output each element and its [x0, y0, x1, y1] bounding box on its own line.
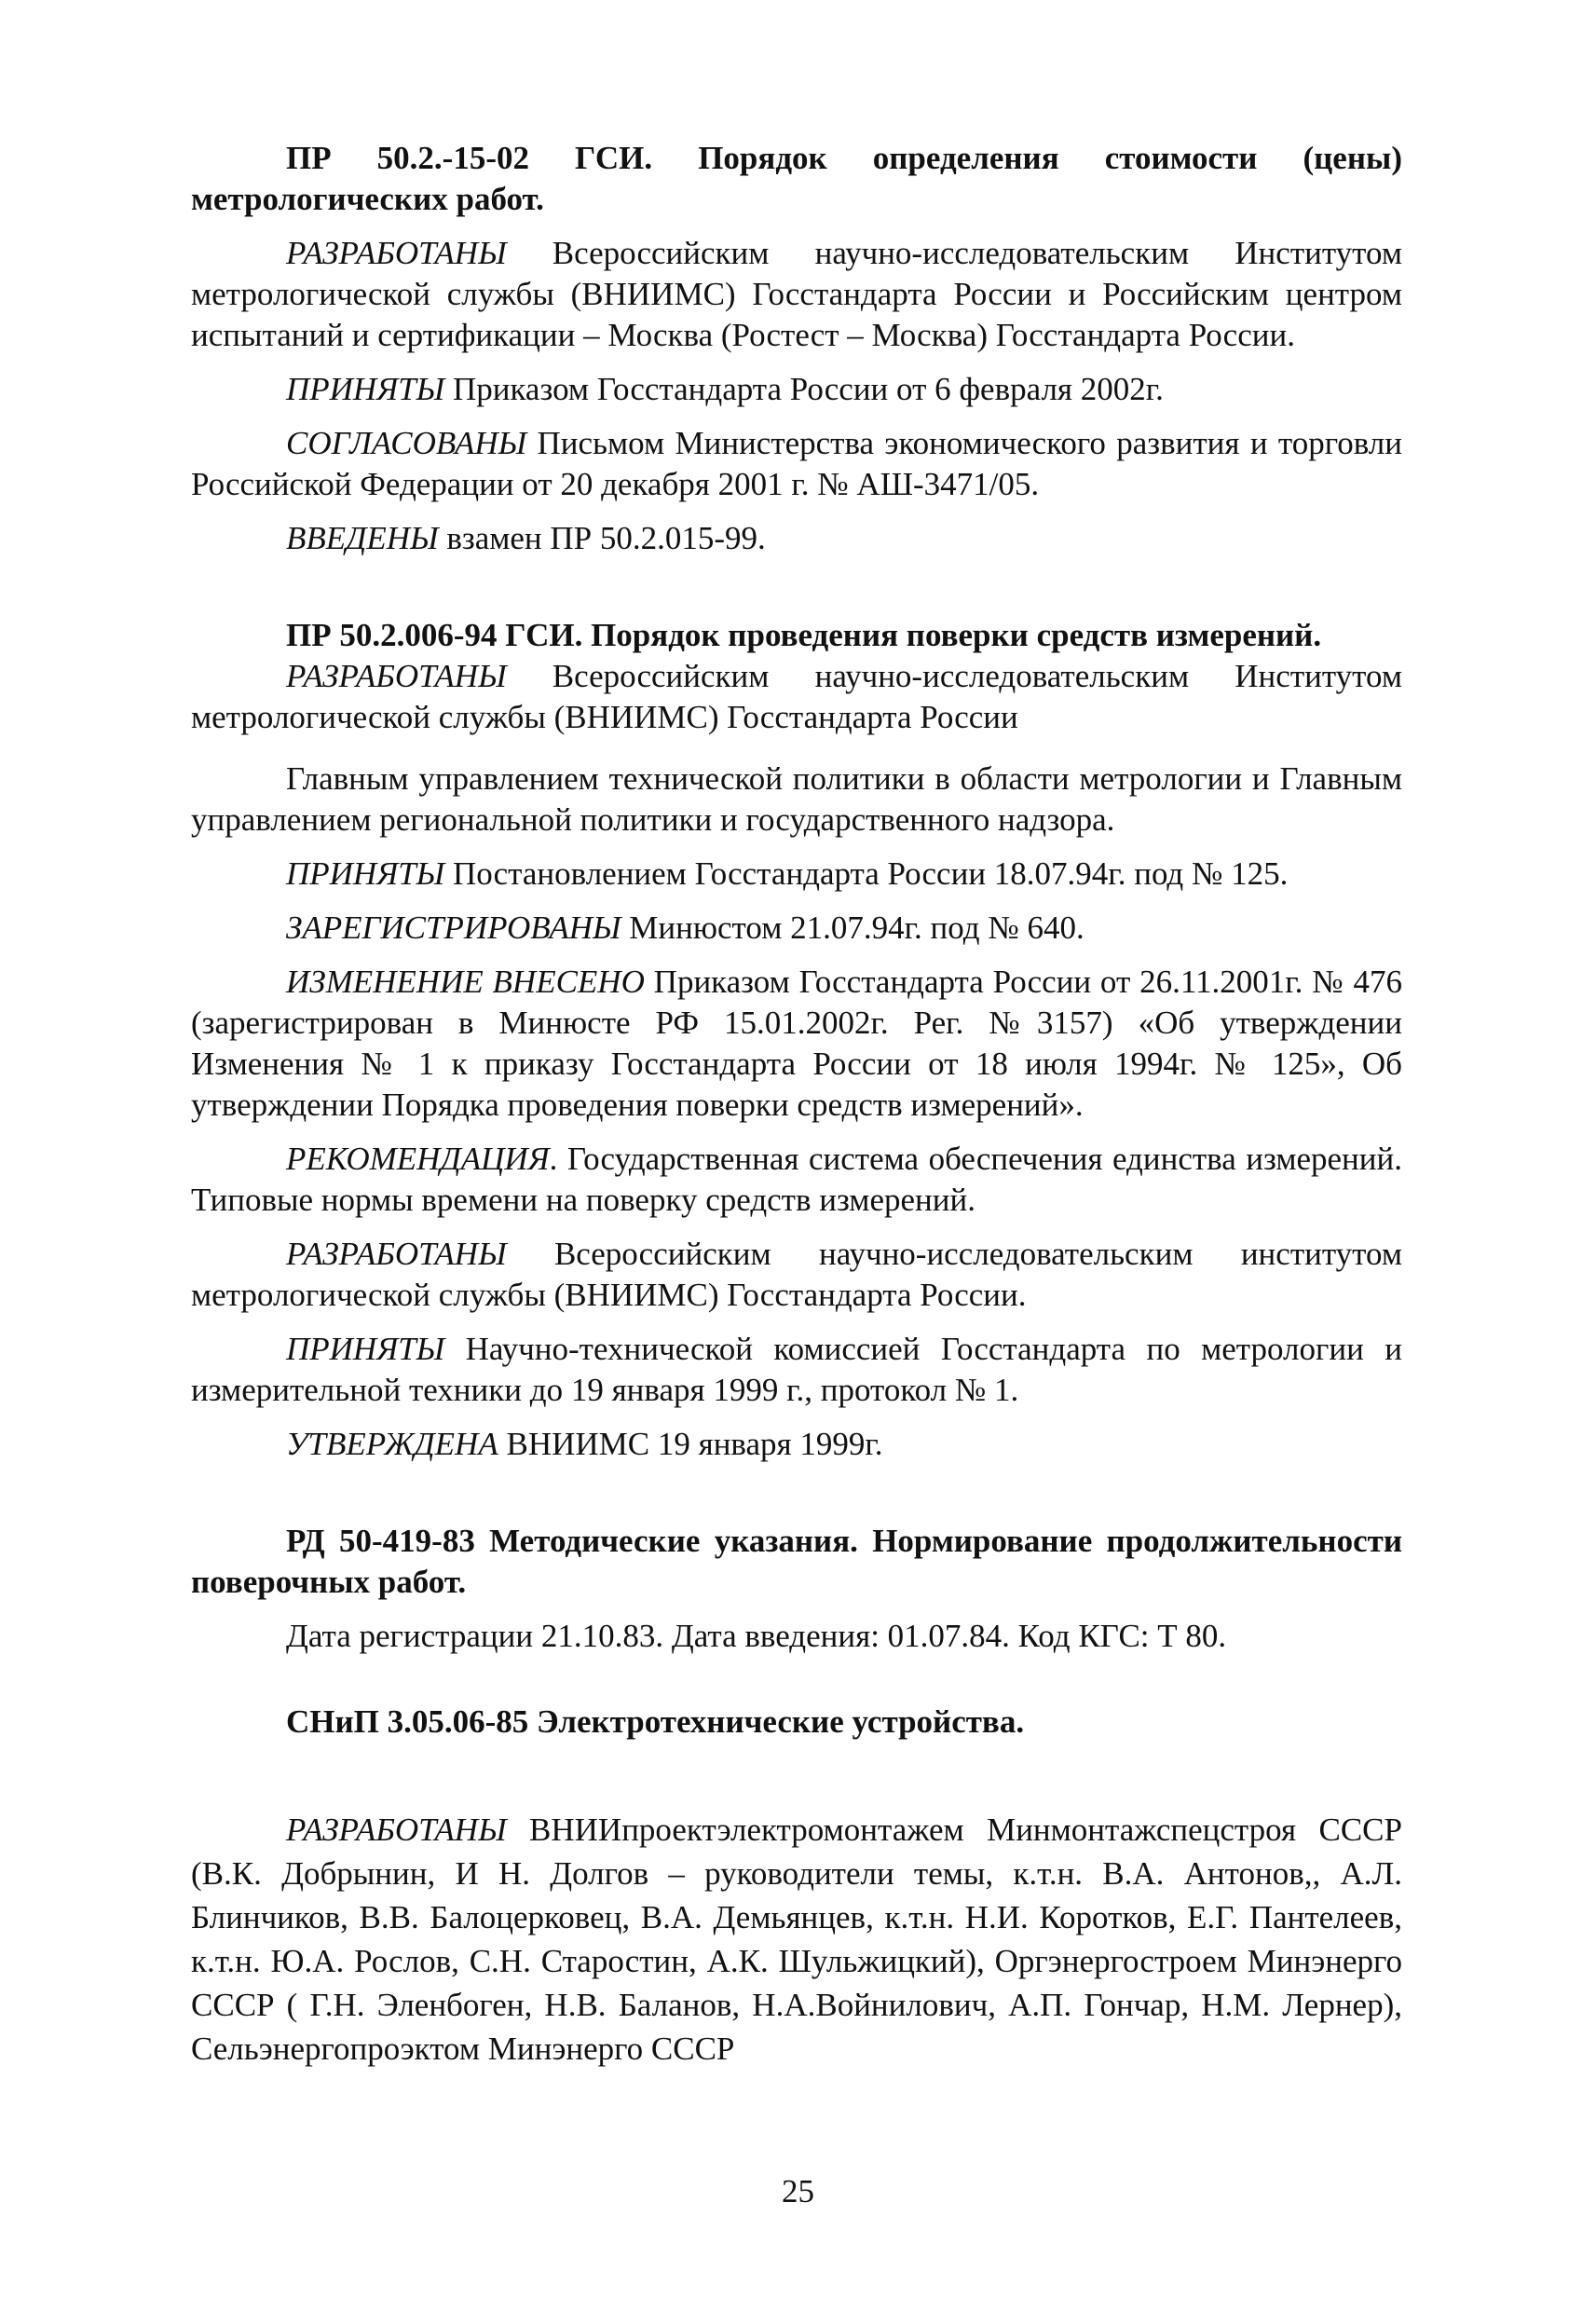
paragraph-text: Постановлением Госстандарта России 18.07.94г. под № 125.	[444, 855, 1289, 892]
paragraph	[191, 1139, 1402, 1221]
section-heading: ПР 50.2.-15-02 ГСИ. Порядок определения стоимости (цены) метрологических работ.	[191, 140, 1402, 217]
paragraph-text: Приказом Госстандарта России от 6 февраля 2002г.	[444, 371, 1164, 407]
paragraph-text: Минюстом 21.07.94г. под № 640.	[621, 909, 1084, 946]
paragraph	[191, 908, 1402, 949]
paragraph	[191, 1329, 1402, 1411]
paragraph-text: Научно-технической комиссией Госстандарта по метрологии и измерительной техники до 19 января 1999 г., протокол № 1.	[191, 1331, 1402, 1408]
paragraph-lead: ПРИНЯТЫ	[286, 371, 445, 407]
paragraph-lead: ИЗМЕНЕНИЕ ВНЕСЕНО	[286, 964, 645, 1000]
paragraph-lead: РАЗРАБОТАНЫ	[286, 658, 507, 694]
paragraph	[191, 759, 1402, 841]
paragraph	[191, 369, 1402, 410]
paragraph-text: взамен ПР 50.2.015-99.	[438, 520, 766, 556]
paragraph-lead: РАЗРАБОТАНЫ	[286, 235, 507, 271]
paragraph	[191, 962, 1402, 1126]
paragraph	[191, 518, 1402, 559]
paragraph-text: Всероссийским научно-исследовательским Институтом метрологической службы (ВНИИМС) Госстандарта России	[191, 658, 1402, 735]
paragraph	[191, 1234, 1402, 1316]
paragraph-text: ВНИИМС 19 января 1999г.	[498, 1426, 883, 1462]
paragraph-text: . Государственная система обеспечения единства измерений. Типовые нормы времени на поверку средств измерений.	[191, 1141, 1402, 1218]
paragraph-lead: ПРИНЯТЫ	[286, 1331, 445, 1367]
paragraph-lead: РЕКОМЕНДАЦИЯ	[286, 1141, 550, 1177]
section-heading: СНиП 3.05.06-85 Электротехнические устройства.	[286, 1703, 1025, 1740]
section-pr-50-2-006-94	[191, 615, 1402, 1465]
paragraph-text: Приказом Госстандарта России от 26.11.2001г. № 476 (зарегистрирован в Минюсте РФ 15.01.2002г. Рег. №3157) «Об утверждении Изменения № 1 к приказу Госстандарта России от 18 июля 1994г. № 125», Об утверждении Порядка проведения поверки средств измерений».	[191, 964, 1402, 1123]
paragraph	[191, 233, 1402, 356]
paragraph-text: Письмом Министерства экономического развития и торговли Российской Федерации от 20 декабря 2001 г. № АШ-3471/05.	[191, 425, 1402, 502]
page-number: 25	[782, 2173, 814, 2209]
paragraph-text: Всероссийским научно-исследовательским институтом метрологической службы (ВНИИМС) Госстандарта России.	[191, 1236, 1402, 1313]
paragraph-lead: РАЗРАБОТАНЫ	[286, 1236, 507, 1272]
paragraph-lead: СОГЛАСОВАНЫ	[286, 425, 527, 461]
paragraph-lead: ВВЕДЕНЫ	[286, 520, 439, 556]
paragraph-lead: УТВЕРЖДЕНА	[286, 1426, 498, 1462]
section-heading: РД 50-419-83 Методические указания. Нормирование продолжительности поверочных работ.	[191, 1523, 1402, 1600]
paragraph-text: ВНИИпроектэлектромонтажем Минмонтажспецстроя СССР (В.К. Добрынин, И Н. Долгов – руководители темы, к.т.н. В.А. Антонов,, А.Л. Блинчиков, В.В. Балоцерковец, В.А. Демьянцев, к.т.н. Н.И. Коротков, Е.Г. Пантелеев, к.т.н. Ю.А. Рослов, С.Н. Старостин, А.К. Шульжицкий), Оргэнергостроем Минэнерго СССР ( Г.Н. Эленбоген, Н.В. Баланов, Н.А.Войнилович, А.П. Гончар, Н.М. Лернер), Сельэнергопроэктом Минэнерго СССР	[191, 1812, 1402, 2067]
section-rd-50-419-83	[191, 1521, 1402, 1657]
paragraph	[191, 1424, 1402, 1465]
paragraph	[191, 656, 1402, 738]
paragraph-text: Всероссийским научно-исследовательским Институтом метрологической службы (ВНИИМС) Госстандарта России и Российским центром испытаний и сертификации – Москва (Ростест – Москва) Госстандарта России.	[191, 235, 1402, 353]
section-pr-50-2-15-02	[191, 138, 1402, 559]
paragraph-lead: РАЗРАБОТАНЫ	[286, 1812, 507, 1848]
paragraph	[191, 1616, 1402, 1657]
paragraph-text: Главным управлением технической политики в области метрологии и Главным управлением региональной политики и государственного надзора.	[191, 760, 1402, 838]
section-snip-3-05-06-85	[191, 1702, 1402, 2071]
paragraph-lead: ПРИНЯТЫ	[286, 855, 445, 892]
section-heading: ПР 50.2.006-94 ГСИ. Порядок проведения поверки средств измерений.	[286, 617, 1322, 653]
paragraph	[191, 854, 1402, 895]
paragraph-text: Дата регистрации 21.10.83. Дата введения: 01.07.84. Код КГС: Т 80.	[286, 1618, 1227, 1654]
paragraph	[191, 423, 1402, 505]
paragraph	[191, 1808, 1402, 2071]
paragraph-lead: ЗАРЕГИСТРИРОВАНЫ	[286, 909, 621, 946]
